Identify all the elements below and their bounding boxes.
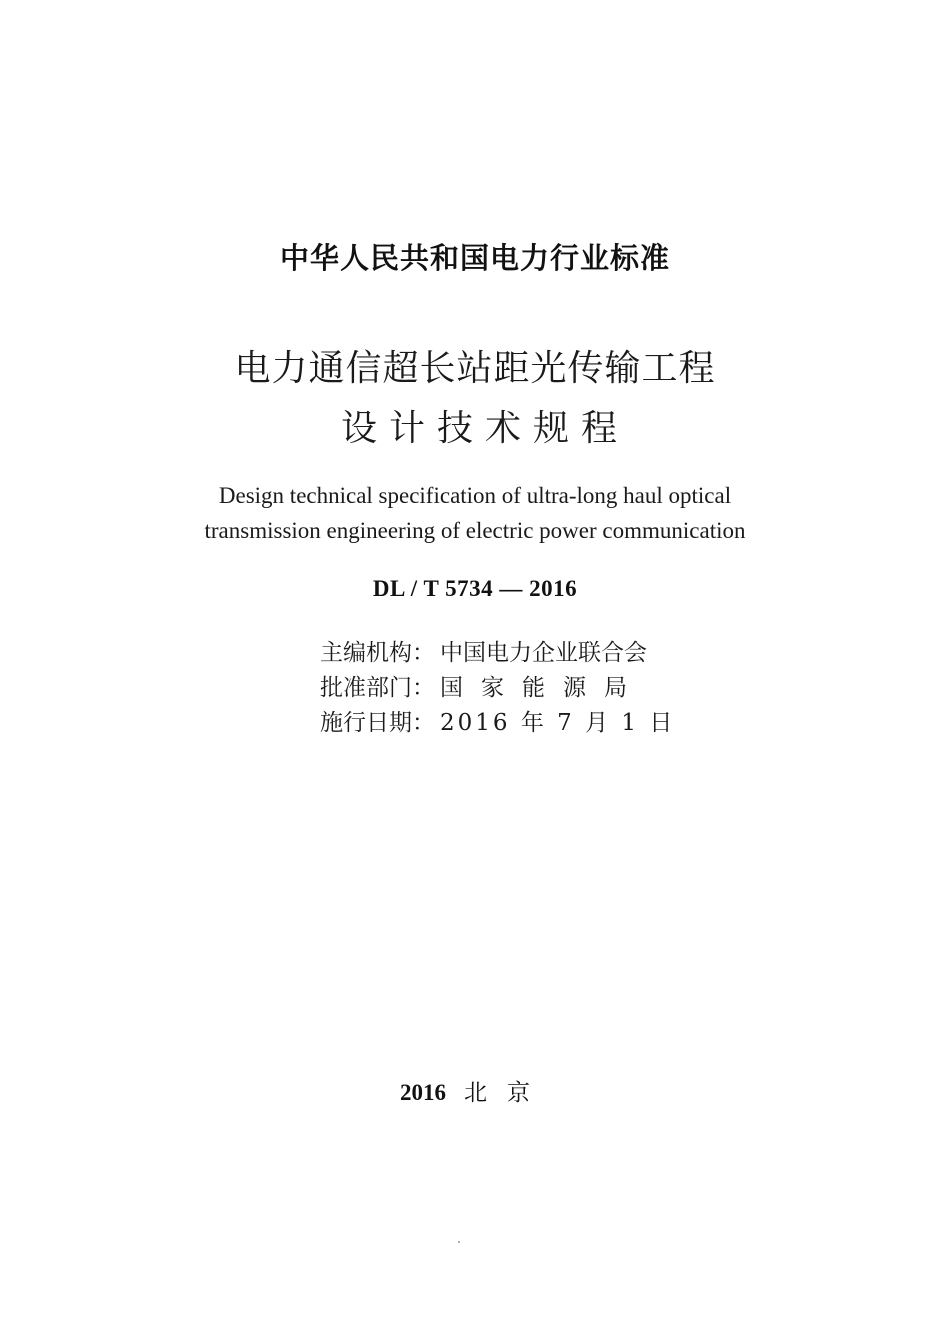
title-english — [0, 478, 950, 548]
effective-date-row — [320, 706, 675, 741]
publication-info — [320, 636, 675, 741]
effective-date-label: 施行日期： — [320, 710, 435, 736]
publication-year: 2016 — [400, 1080, 446, 1105]
approver-row — [320, 671, 675, 706]
editor-value: 中国电力企业联合会 — [440, 640, 647, 666]
title-english-line-2: transmission engineering of electric power communication — [204, 518, 746, 543]
publication-city: 北京 — [464, 1080, 550, 1106]
approver-value: 国家能源局 — [440, 675, 645, 701]
approver-label: 批准部门： — [320, 675, 435, 701]
publication-footer — [0, 1074, 950, 1107]
title-chinese-line-1: 电力通信超长站距光传输工程 — [234, 348, 716, 389]
editor-label: 主编机构： — [320, 640, 435, 666]
editor-row — [320, 636, 675, 671]
standard-number: DL / T 5734 — 2016 — [372, 576, 578, 601]
effective-date-value: 2016 年 7 月 1 日 — [440, 710, 676, 736]
title-chinese-line-2: 设计技术规程 — [340, 408, 629, 449]
standard-category: 中华人民共和国电力行业标准 — [279, 241, 670, 275]
scan-speck — [458, 1241, 460, 1243]
title-english-line-1: Design technical specification of ultra-long haul optical — [218, 483, 732, 508]
